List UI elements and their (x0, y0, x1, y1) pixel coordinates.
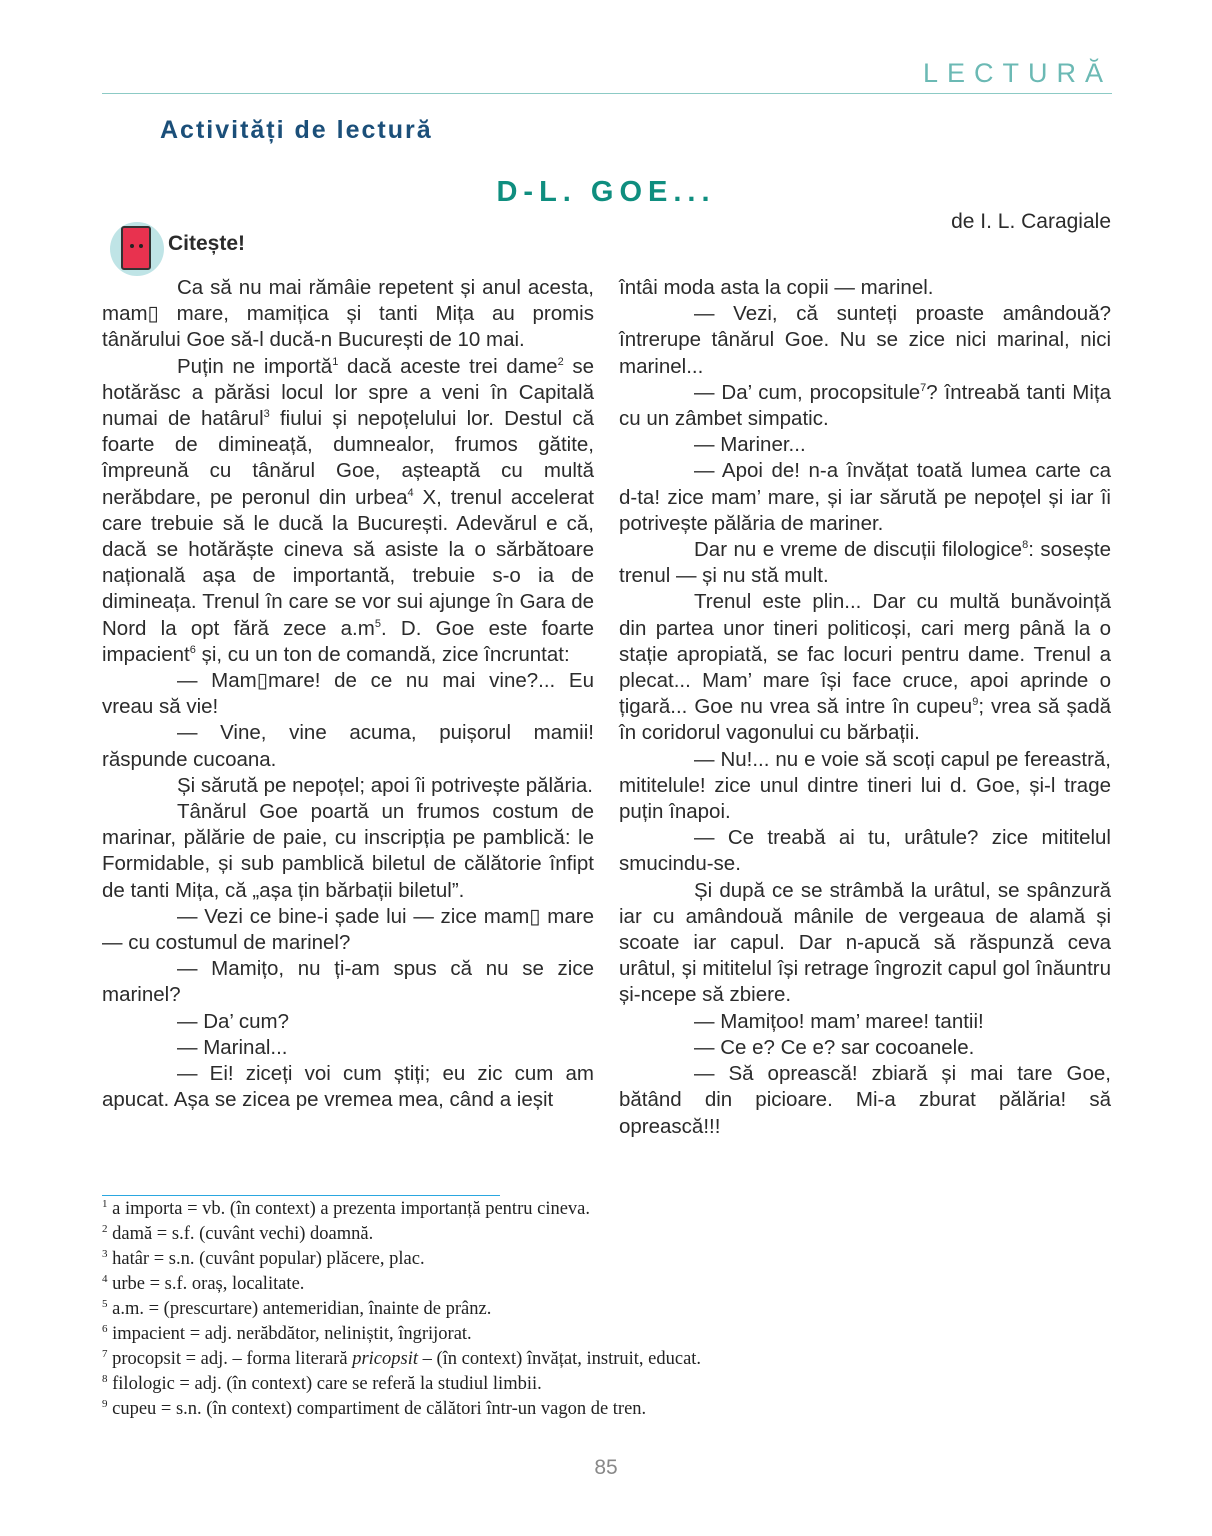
right-text-column (619, 275, 1111, 1140)
paragraph: — Mamițo, nu ți-am spus că nu se zice marinel? (102, 957, 594, 1007)
paragraph: — Mariner... (694, 433, 806, 457)
footnote-ref: 3 (263, 408, 270, 421)
footnote: $^5$ a.m. = (prescurtare) antemeridian, înainte de prânz. (102, 1297, 492, 1319)
read-label: Citește! (168, 232, 246, 255)
footnote: $^1$ a importa = vb. (în context) a prezenta importanță pentru cineva. (102, 1197, 591, 1219)
footnote-number: 9 (102, 1397, 108, 1410)
footnote: $^7$ procopsit = adj. – forma literară pricopsit – (în context) învățat, instruit, educat. (102, 1347, 702, 1369)
paragraph: Dar nu e vreme de discuții filologice$^8$: sosește trenul — și nu stă mult. (619, 538, 1111, 588)
footnote: $^2$ damă = s.f. (cuvânt vechi) doamnă. (102, 1222, 374, 1244)
paragraph: — Vine, vine acuma, puișorul mamii! răspunde cucoana. (102, 721, 594, 771)
paragraph: Ca să nu mai rămâie repetent și anul acesta, mam▯ mare, mamițica și tanti Mița au promis tânărului Goe să-l ducă-n București de 10 mai. (102, 276, 594, 352)
footnote-number: 6 (102, 1322, 108, 1335)
paragraph: — Ce e? Ce e? sar cocoanele. (694, 1035, 975, 1059)
footnote-number: 2 (102, 1222, 108, 1235)
paragraph: — Ei! ziceți voi cum știți; eu zic cum am apucat. Așa se zicea pe vremea mea, când a ieșit (102, 1062, 594, 1112)
paragraph: — Mam▯mare! de ce nu mai vine?... Eu vreau să vie! (102, 669, 594, 719)
footnote-ref: 7 (920, 381, 927, 394)
paragraph: — Apoi de! n-a învățat toată lumea carte ca d-ta! zice mam’ mare, și iar sărută pe nepoțel și iar îi potrivește pălăria de mariner. (619, 459, 1111, 535)
footnote-number: 5 (102, 1297, 108, 1310)
paragraph: — Vezi, că sunteți proaste amândouă? întrerupe tânărul Goe. Nu se zice nici marinal, nici marinel... (619, 302, 1111, 378)
emphasis: pricopsit (352, 1349, 418, 1369)
paragraph: — Ce treabă ai tu, urâtule? zice mititelul smucindu-se. (619, 826, 1111, 876)
footnote: $^3$ hatâr = s.n. (cuvânt popular) plăcere, plac. (102, 1247, 425, 1269)
footnote-divider (102, 1195, 500, 1196)
paragraph: — Nu!... nu e voie să scoți capul pe fereastră, mititelule! zice unul dintre tineri lui d. Goe, și-l trage puțin înapoi. (619, 747, 1111, 824)
section-header: LECTURĂ (922, 58, 1112, 88)
footnote-ref: 4 (407, 486, 414, 499)
footnote-ref: 9 (972, 696, 979, 709)
footnote-number: 7 (102, 1347, 108, 1360)
story-title: D-L. GOE... (496, 176, 716, 208)
footnote-ref: 2 (557, 355, 564, 368)
paragraph: — Mamițoo! mam’ maree! tantii! (694, 1009, 984, 1033)
footnote-ref: 5 (374, 617, 381, 630)
paragraph: — Marinal... (177, 1035, 288, 1059)
footnote-ref: 1 (332, 355, 339, 368)
paragraph: Trenul este plin... Dar cu multă bunăvoință din partea unor tineri politicoși, cari merg până la o stație apropiată, se fac locuri pentru dame. Trenul a plecat... Mam’ mare își face cruce, apoi aprinde o țigară... Goe nu vrea să intre în cupeu$^9$; vrea să șadă în coridorul vagonului cu bărbații. (619, 590, 1111, 745)
footnote: $^6$ impacient = adj. nerăbdător, neliniștit, îngrijorat. (102, 1322, 472, 1344)
footnote: $^9$ cupeu = s.n. (în context) compartiment de călători într-un vagon de tren. (102, 1397, 647, 1419)
paragraph: Și după ce se strâmbă la urâtul, se spânzură iar cu amândouă mânile de vergeaua de alamă și scoate iar capul. Dar n-apucă să răspunză ceva urâtul, și mititelul își retrage îngrozit capul gol înăuntru și-ncepe să zbiere. (619, 878, 1111, 1007)
footnote-number: 8 (102, 1372, 108, 1385)
paragraph: — Da’ cum? (177, 1009, 290, 1033)
paragraph: Tânărul Goe poartă un frumos costum de marinar, pălărie de paie, cu inscripția pe pamblică: le Formidable, și sub pamblică biletul de călătorie înfipt de tanti Mița, că „așa țin bărbații biletul”. (102, 800, 594, 902)
footnote-ref: 6 (189, 644, 196, 657)
footnote-number: 3 (102, 1247, 108, 1260)
activities-heading: Activități de lectură (160, 116, 433, 144)
footnotes (102, 1197, 701, 1422)
book-icon (110, 222, 164, 276)
paragraph: Și sărută pe nepoțel; apoi îi potrivește pălăria. (177, 773, 593, 797)
paragraph: — Da’ cum, procopsitule$^7$? întreabă tanti Mița cu un zâmbet simpatic. (619, 380, 1111, 431)
paragraph: întâi moda asta la copii — marinel. (619, 276, 934, 299)
story-author: de I. L. Caragiale (951, 210, 1111, 233)
footnote: $^8$ filologic = adj. (în context) care se referă la studiul limbii. (102, 1372, 542, 1394)
paragraph: — Vezi ce bine-i șade lui — zice mam▯ mare — cu costumul de marinel? (102, 904, 594, 955)
page-number: 85 (594, 1456, 618, 1479)
paragraph: — Să oprească! zbiară și mai tare Goe, bătând din picioare. Mi-a zburat pălăria! să oprească!!! (619, 1062, 1111, 1138)
footnote-number: 1 (102, 1197, 108, 1210)
footnote: $^4$ urbe = s.f. oraș, localitate. (102, 1272, 305, 1294)
footnote-ref: 8 (1022, 539, 1029, 552)
left-text-column (102, 275, 594, 1114)
footnote-number: 4 (102, 1272, 108, 1285)
header-divider (102, 93, 1112, 94)
paragraph: Puțin ne importă$^1$ dacă aceste trei dame$^2$ se hotărăsc a părăsi locul lor spre a veni în Capitală numai de hatârul$^3$ fiului și nepoțelului lor. Destul că foarte de dimineață, dumnealor, frumos gătite, împreună cu tânărul Goe, așteaptă cu multă nerăbdare, pe peronul din urbea$^4$ X, trenul accelerat care trebuie să le ducă la București. Adevărul e că, dacă se hotărăște cineva să asiste la o sărbătoare națională așa de importantă, trebuie s-o ia de dimineața. Trenul în care se vor sui ajunge în Gara de Nord la opt fără zece $a.m^5$. D. Goe este foarte impacient$^6$ și, cu un ton de comandă, zice încruntat: (102, 354, 594, 666)
